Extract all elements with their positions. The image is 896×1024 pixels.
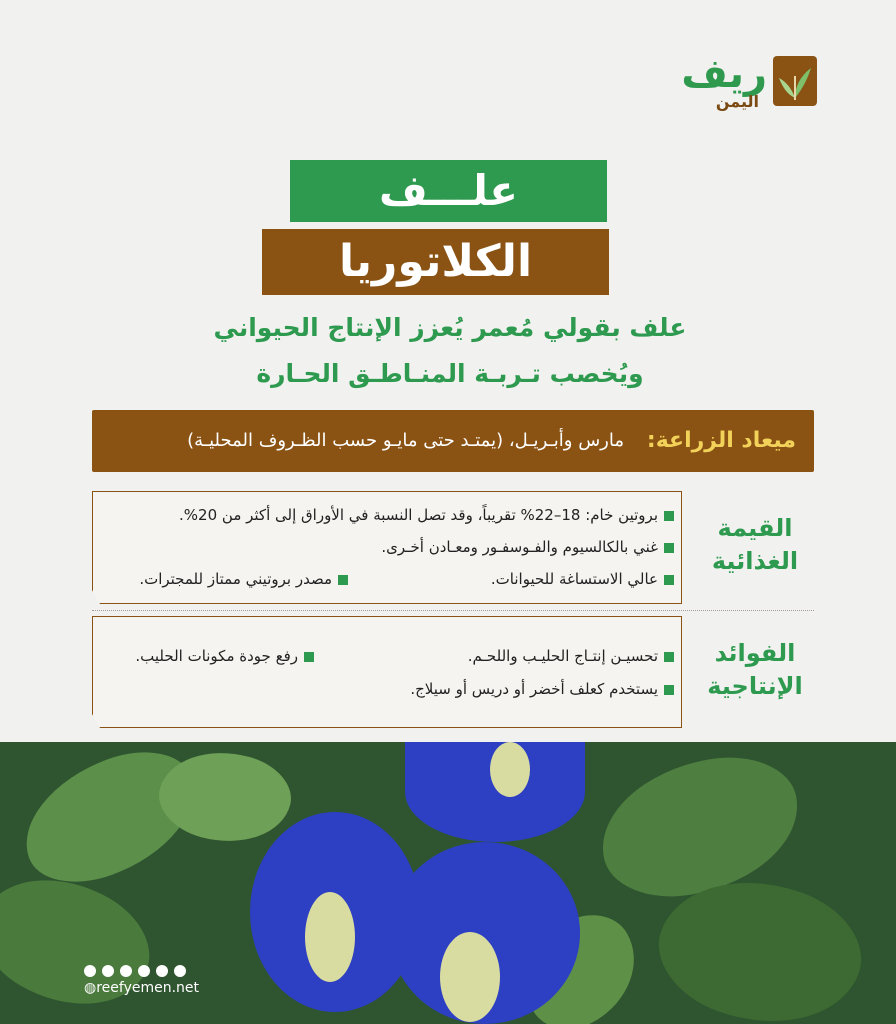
social-icons [84,962,214,978]
bullet-icon [338,575,348,585]
x-icon[interactable] [102,965,114,977]
planting-date-label: ميعاد الزراعة: [646,428,796,453]
list-item: مصدر بروتيني ممتاز للمجترات. [139,569,348,589]
youtube-icon[interactable] [120,965,132,977]
title-line-1: علـــف [290,160,607,222]
bullet-icon [664,543,674,553]
section-divider [92,610,814,611]
logo-subtitle: اليمن [715,92,759,111]
nutrition-title [700,512,810,578]
nutrition-title-line-1: القيمة [717,514,793,542]
list-item: عالي الاستساغة للحيوانات. [491,569,674,589]
subtitle-line-2: ويُخصب تـربـة المنـاطـق الحـارة [256,359,644,388]
instagram-icon[interactable] [138,965,150,977]
list-item: رفع جودة مكونات الحليب. [135,646,314,666]
list-item: يستخدم كعلف أخضر أو دريس أو سيلاج. [410,679,674,699]
globe-icon: ◍ [84,980,97,996]
planting-date-bar [92,410,814,472]
title-line-2: الكلاتوريا [262,229,609,295]
bullet-icon [664,575,674,585]
benefits-title-line-2: الإنتاجية [707,672,803,700]
subtitle-line-1: علف بقولي مُعمر يُعزز الإنتاج الحيواني [213,313,687,342]
nutrition-title-line-2: الغذائية [711,547,799,575]
facebook-icon[interactable] [84,965,96,977]
planting-date-value: مارس وأبـريـل، (يمتـد حتى مايـو حسب الظـروف المحليـة) [187,430,624,451]
list-item: غني بالكالسيوم والفـوسفـور ومعـادن أخـرى. [381,537,674,557]
benefits-box [92,616,682,728]
list-item: بروتين خام: 18–22% تقريباً، وقد تصل النسبة في الأوراق إلى أكثر من 20%. [179,505,674,525]
logo-name: ريف [681,51,767,97]
bullet-icon [664,652,674,662]
brand-logo [662,52,817,112]
bullet-icon [304,652,314,662]
leaf-icon [773,56,817,106]
benefits-title-line-1: الفوائد [714,639,796,667]
benefits-title [700,637,810,703]
whatsapp-icon[interactable] [156,965,168,977]
telegram-icon[interactable] [174,965,186,977]
website-link[interactable]: ◍reefyemen.net [84,980,200,996]
bullet-icon [664,511,674,521]
list-item: تحسيـن إنتـاج الحليـب واللحـم. [468,646,674,666]
bullet-icon [664,685,674,695]
